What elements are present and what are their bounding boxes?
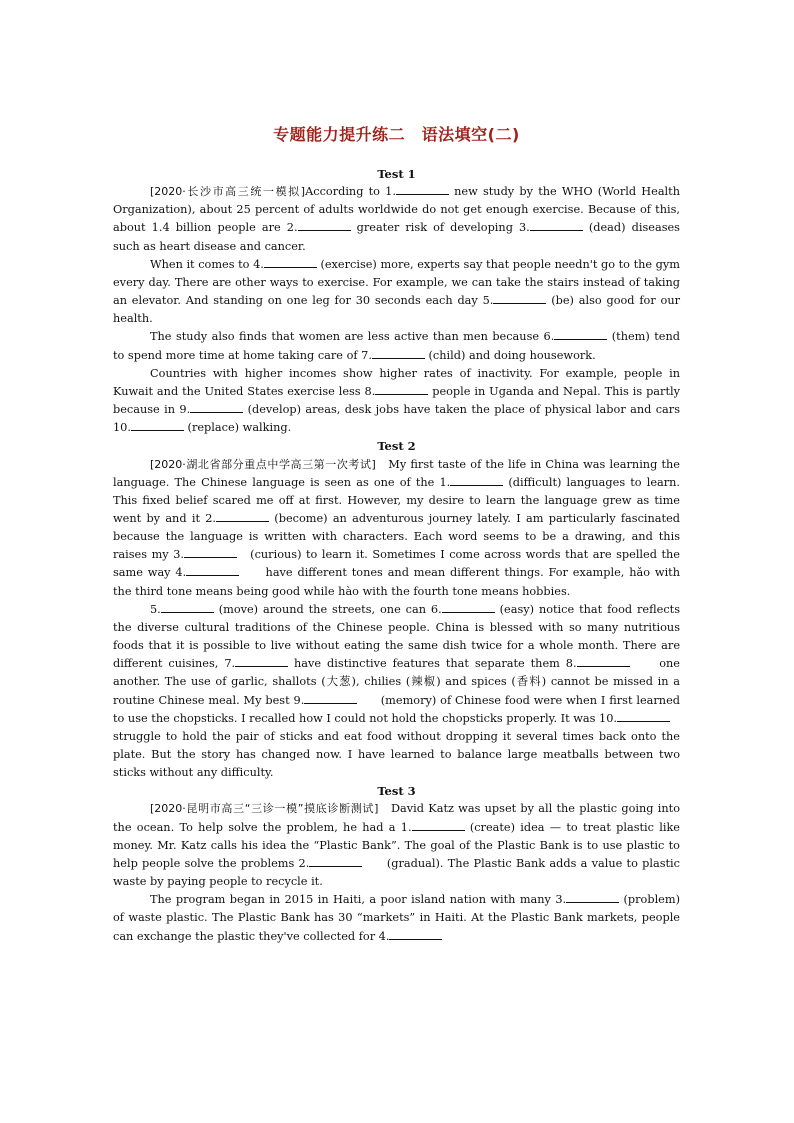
passage-text: David Katz was upset by all the plastic going into the ocean. To help solve the problem, he had a 1. [113, 802, 680, 834]
test-section [113, 782, 680, 945]
passage-text: (be) also good for our health. [113, 294, 681, 326]
answer-blank [530, 219, 583, 231]
passage-text: (problem) of waste plastic. The Plastic Bank has 30 “markets” in Haiti. At the Plastic Bank markets, people can exchange the plastic they've collected for 4. [113, 893, 680, 943]
passage-paragraph [113, 183, 680, 256]
answer-blank [617, 710, 670, 722]
answer-blank [493, 292, 546, 304]
passage-text: When it comes to 4. [150, 257, 264, 271]
answer-blank [309, 855, 362, 867]
answer-blank [298, 219, 351, 231]
passage-text: (dead) diseases such as heart disease and cancer. [113, 221, 680, 253]
passage-text: one another. The use of garlic, shallots (大葱), chilies (辣椒) and spices (香料) cannot be missed in a routine Chinese meal. My best 9. [113, 657, 680, 707]
passage-text: (exercise) more, experts say that people needn't go to the gym every day. There are other ways to exercise. For example, we can take the stairs instead of taking an elevator. And standing on one leg for 30 seconds each day 5. [113, 257, 680, 308]
passage-text: (become) an adventurous journey lately. I am particularly fascinated because the language is written with characters. Each word seems to be a drawing, and this raises my 3. [113, 511, 680, 562]
test-section [113, 165, 680, 437]
passage-text: (easy) notice that food reflects the diverse cultural traditions of the Chinese people. China is blessed with so many nutritious foods that it is possible to live without eating the same dish twice for a whole month. There are different cuisines, 7. [113, 602, 680, 671]
passage-paragraph [113, 891, 680, 945]
answer-blank [190, 401, 243, 413]
answer-blank [396, 183, 449, 195]
passage-text: (them) tend to spend more time at home taking care of 7. [113, 330, 680, 362]
answer-blank [577, 655, 630, 667]
passage-text: (memory) of Chinese food were when I first learned to use the chopsticks. I recalled how I could not hold the chopsticks properly. It was 10. [113, 693, 680, 725]
answer-blank [304, 692, 357, 704]
answer-blank [372, 347, 425, 359]
passage-paragraph [113, 456, 680, 601]
passage-text: new study by the WHO (World Health Organization), about 25 percent of adults worldwide do not get enough exercise. Because of this, about 1.4 billion people are 2. [113, 185, 680, 235]
answer-blank [161, 601, 214, 613]
test-heading: Test 2 [377, 439, 416, 454]
answer-blank [184, 546, 237, 558]
passage-text: (replace) walking. [183, 421, 292, 435]
answer-blank [442, 601, 495, 613]
passage-text: (create) idea — to treat plastic like money. Mr. Katz calls his idea the “Plastic Bank”. The goal of the Plastic Bank is to use plastic to help people solve the problems 2. [113, 820, 680, 870]
document-page [113, 118, 693, 946]
answer-blank [264, 256, 317, 268]
passage-text: (move) around the streets, one can 6. [213, 602, 442, 616]
passage-text: (curious) to learn it. Sometimes I come across words that are spelled the same way 4. [113, 548, 680, 580]
passage-paragraph [113, 365, 680, 438]
answer-blank [235, 655, 288, 667]
passage-text: have distinctive features that separate them 8. [288, 657, 577, 671]
passage-text: The program began in 2015 in Haiti, a poor island nation with many 3. [150, 893, 567, 907]
answer-blank [131, 419, 184, 431]
passage-text: struggle to hold the pair of sticks and eat food without dropping it several times back onto the plate. But the story has changed now. I have learned to balance large meatballs between two sticks without any difficulty. [113, 711, 693, 780]
passage-text: (gradual). The Plastic Bank adds a value to plastic waste by paying people to recycle it. [113, 856, 680, 889]
answer-blank [186, 564, 239, 576]
answer-blank [216, 510, 269, 522]
passage-paragraph [113, 328, 680, 364]
passage-text: According to 1. [305, 185, 396, 199]
answer-blank [554, 328, 607, 340]
passage-text: (develop) areas, desk jobs have taken the place of physical labor and cars 10. [113, 403, 680, 435]
answer-blank [389, 928, 442, 940]
test-heading: Test 1 [377, 167, 416, 181]
page-title: 专题能力提升练二 语法填空(二) [273, 125, 520, 144]
passage-text: greater risk of developing 3. [350, 221, 530, 235]
passage-text: The study also finds that women are less active than men because 6. [150, 330, 555, 344]
source-label: [2020·长沙市高三统一模拟] [150, 185, 306, 199]
passage-text: Countries with higher incomes show higher rates of inactivity. For example, people in Kuwait and the United States exercise less 8. [113, 366, 680, 398]
answer-blank [566, 891, 619, 903]
answer-blank [450, 474, 503, 486]
source-label: [2020·昆明市高三“三诊一模”摸底诊断测试] [150, 802, 379, 816]
test-section [113, 437, 693, 782]
answer-blank [412, 819, 465, 831]
passage-text: (child) and doing housework. [424, 348, 596, 362]
answer-blank [375, 383, 428, 395]
passage-text: (difficult) languages to learn. This fixed belief scared me off at first. However, my desire to learn the language grew as time went by and it 2. [113, 475, 681, 525]
passage-text: have different tones and mean different things. For example, hǎo with the third tone means being good while hào with the fourth tone means hobbies. [113, 566, 680, 598]
passage-text: 5. [150, 602, 161, 616]
source-label: [2020·湖北省部分重点中学高三第一次考试] [150, 457, 376, 471]
tests-container [113, 165, 693, 946]
passage-paragraph [113, 256, 680, 329]
passage-text: people in Uganda and Nepal. This is partly because in 9. [113, 384, 680, 417]
passage-text: My first taste of the life in China was learning the language. The Chinese language is seen as one of the 1. [113, 457, 680, 489]
passage-paragraph [113, 601, 693, 783]
passage-paragraph [113, 800, 680, 891]
test-heading: Test 3 [377, 784, 416, 799]
